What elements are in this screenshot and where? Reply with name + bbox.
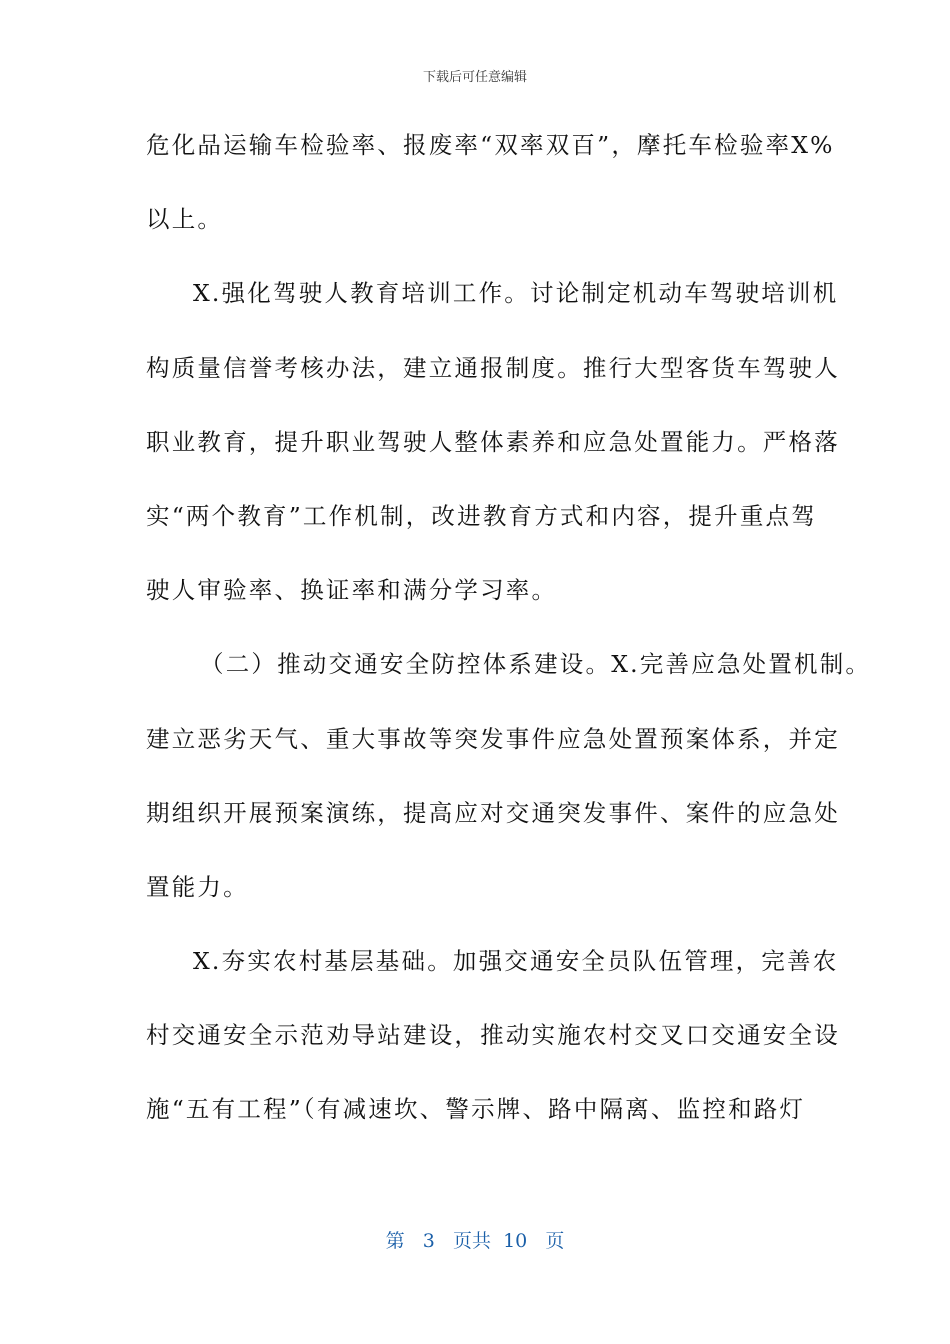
text-line: 实“两个教育”工作机制，改进教育方式和内容，提升重点驾 — [146, 501, 817, 530]
text-line: 建立恶劣天气、重大事故等突发事件应急处置预案体系，并定 — [146, 724, 840, 753]
document-body — [146, 122, 872, 1161]
current-page-number: 3 — [422, 1230, 435, 1252]
section-heading-line: （二）推动交通安全防控体系建设。X.完善应急处置机制。 — [200, 650, 872, 679]
text-line: 期组织开展预案演练，提高应对交通突发事件、案件的应急处 — [146, 798, 840, 827]
text-line: 职业教育，提升职业驾驶人整体素养和应急处置能力。严格落 — [146, 427, 840, 456]
page-footer — [0, 1226, 950, 1253]
total-pages-number: 10 — [503, 1230, 528, 1252]
page-label-suffix: 页 — [545, 1230, 565, 1252]
text-line: 以上。 — [146, 205, 224, 234]
page-label-prefix: 第 — [385, 1230, 405, 1252]
text-line: 驶人审验率、换证率和满分学习率。 — [146, 576, 558, 605]
text-line: 构质量信誉考核办法，建立通报制度。推行大型客货车驾驶人 — [146, 353, 840, 382]
page-label-mid: 页共 — [452, 1230, 491, 1252]
paragraph-start-line: X.夯实农村基层基础。加强交通安全员队伍管理，完善农 — [193, 947, 839, 976]
text-line: 危化品运输车检验率、报废率“双率双百”，摩托车检验率X% — [146, 131, 835, 159]
text-line: 施“五有工程”（有减速坎、警示牌、路中隔离、监控和路灯 — [146, 1095, 806, 1124]
text-line: 村交通安全示范劝导站建设，推动实施农村交叉口交通安全设 — [146, 1021, 840, 1050]
paragraph-start-line: X.强化驾驶人教育培训工作。讨论制定机动车驾驶培训机 — [193, 279, 839, 308]
header-note: 下载后可任意编辑 — [422, 70, 527, 85]
text-line: 置能力。 — [146, 872, 249, 901]
